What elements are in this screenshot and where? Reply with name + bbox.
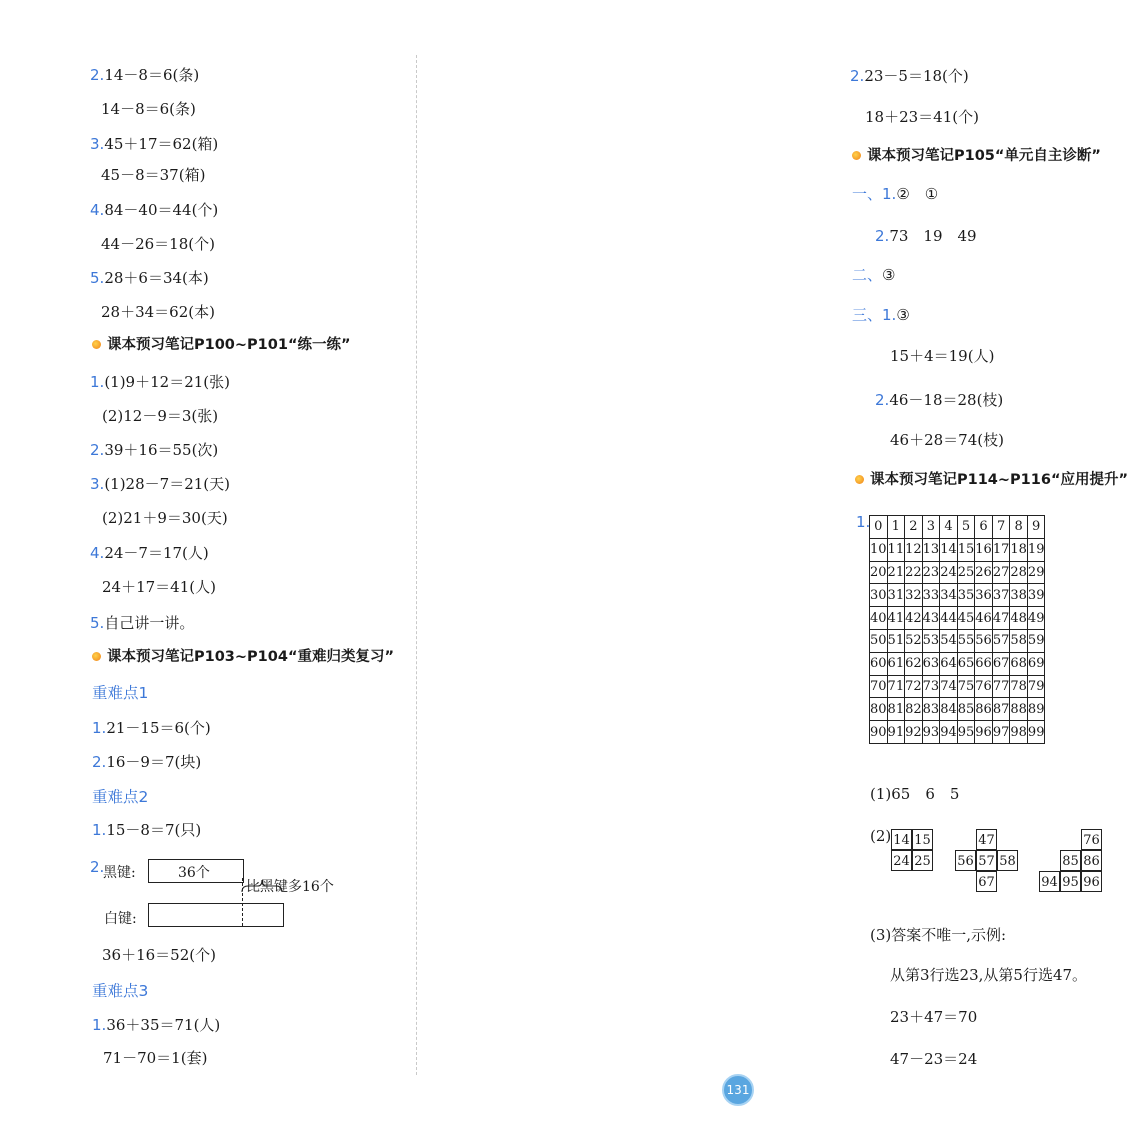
answer-line (92, 718, 211, 738)
answer-line (890, 430, 1004, 450)
answer-text: 21－15＝6(个) (106, 719, 211, 737)
answer-text: (2)12－9＝3(张) (102, 407, 219, 425)
column-divider (416, 55, 417, 1075)
answer-line (101, 234, 215, 254)
grid-cell: 23 (922, 561, 940, 584)
item-number: 1. (92, 719, 107, 737)
grid-cell: 90 (870, 721, 888, 744)
subheading-1: 重难点1 (92, 684, 149, 702)
item-number: 4. (90, 544, 105, 562)
answer-line: 47－23＝24 (890, 1050, 978, 1068)
answer-line (90, 268, 209, 288)
grid-cell: 2 (905, 516, 923, 539)
item-number: 一、1. (852, 185, 897, 203)
grid-cell: 17 (992, 538, 1010, 561)
answer-text: 14－8＝6(条) (104, 66, 200, 84)
answer-line (102, 577, 216, 597)
white-key-bar (148, 903, 284, 927)
grid-cell: 74 (940, 675, 958, 698)
item-number: 2. (90, 441, 105, 459)
grid-cell: 9 (1027, 516, 1045, 539)
grid-cell: 54 (940, 629, 958, 652)
answer-text: 36＋35＝71(人) (106, 1016, 221, 1034)
grid-cell: 82 (905, 698, 923, 721)
grid-cell: 58 (1010, 629, 1028, 652)
grid-cell: 94 (940, 721, 958, 744)
grid-cell: 96 (975, 721, 993, 744)
answer-text: 16－9＝7(块) (106, 753, 202, 771)
answer-line (90, 134, 218, 154)
answer-text: 45－8＝37(箱) (101, 166, 206, 184)
grid-cell: 72 (905, 675, 923, 698)
answer-text: 71－70＝1(套) (103, 1049, 208, 1067)
answer-line (90, 613, 194, 633)
grid-cell: 44 (940, 607, 958, 630)
answer-line: 23＋47＝70 (890, 1008, 978, 1026)
grid-row (870, 652, 1045, 675)
grid-cell: 27 (992, 561, 1010, 584)
grid-cell: 71 (887, 675, 905, 698)
grid-cell: 46 (975, 607, 993, 630)
item-number: 5. (90, 614, 105, 632)
item-number: 2. (92, 753, 107, 771)
grid-cell: 11 (887, 538, 905, 561)
grid-cell: 86 (975, 698, 993, 721)
grid-cell: 25 (957, 561, 975, 584)
white-key-label: 白键: (104, 911, 137, 927)
answer-line (875, 226, 977, 246)
shape-cell: 85 (1060, 850, 1081, 871)
grid-row (870, 584, 1045, 607)
item-number: 1. (92, 1016, 107, 1034)
grid-cell: 55 (957, 629, 975, 652)
answer-line (850, 66, 969, 86)
grid-cell: 0 (870, 516, 888, 539)
bullet-dot-icon (852, 151, 861, 160)
grid-cell: 34 (940, 584, 958, 607)
grid-cell: 52 (905, 629, 923, 652)
grid-cell: 10 (870, 538, 888, 561)
item-number: 5. (90, 269, 105, 287)
answer-text: 15＋4＝19(人) (890, 347, 995, 365)
grid-cell: 51 (887, 629, 905, 652)
grid-cell: 47 (992, 607, 1010, 630)
grid-cell: 41 (887, 607, 905, 630)
grid-cell: 57 (992, 629, 1010, 652)
answer-text: 39＋16＝55(次) (104, 441, 219, 459)
grid-cell: 35 (957, 584, 975, 607)
grid-cell: 37 (992, 584, 1010, 607)
grid-cell: 67 (992, 652, 1010, 675)
grid-number: 1. (856, 513, 871, 531)
answer-line (90, 440, 218, 460)
answer-text: (1)9＋12＝21(张) (104, 373, 230, 391)
answer-line: (1)65 6 5 (870, 785, 960, 803)
grid-cell: 61 (887, 652, 905, 675)
answer-line (90, 65, 199, 85)
answer-text: 24＋17＝41(人) (102, 578, 216, 596)
grid-cell: 40 (870, 607, 888, 630)
extra-label: 比黑键多16个 (246, 879, 334, 895)
grid-cell: 76 (975, 675, 993, 698)
section-heading-2: 课本预习笔记P103~P104“重难归类复习” (92, 647, 394, 667)
black-key-label: 黑键: (103, 865, 136, 881)
item-number: 2. (875, 391, 890, 409)
section-heading-3: 课本预习笔记P105“单元自主诊断” (852, 146, 1101, 166)
grid-cell: 31 (887, 584, 905, 607)
grid-cell: 50 (870, 629, 888, 652)
bullet-dot-icon (92, 340, 101, 349)
grid-cell: 93 (922, 721, 940, 744)
answer-line (102, 508, 228, 528)
diagram-number: 2. (90, 858, 105, 876)
grid-cell: 73 (922, 675, 940, 698)
answer-line: 从第3行选23,从第5行选47。 (890, 966, 1088, 984)
shape-cell: 76 (1081, 829, 1102, 850)
answer-text: 24－7＝17(人) (104, 544, 209, 562)
grid-cell: 77 (992, 675, 1010, 698)
grid-cell: 97 (992, 721, 1010, 744)
answer-line (90, 200, 218, 220)
answer-line (890, 346, 994, 366)
grid-cell: 5 (957, 516, 975, 539)
answer-text: ② ① (896, 185, 939, 203)
grid-cell: 85 (957, 698, 975, 721)
grid-cell: 3 (922, 516, 940, 539)
grid-cell: 88 (1010, 698, 1028, 721)
grid-row (870, 516, 1045, 539)
shape-cell: 95 (1060, 871, 1081, 892)
grid-cell: 19 (1027, 538, 1045, 561)
black-key-value: 36个 (178, 865, 210, 881)
answer-text: 28＋6＝34(本) (104, 269, 209, 287)
shape-cell: 96 (1081, 871, 1102, 892)
answer-line (101, 302, 215, 322)
answer-text: 自己讲一讲。 (104, 614, 195, 632)
grid-cell: 49 (1027, 607, 1045, 630)
grid-cell: 1 (887, 516, 905, 539)
answer-text: 44－26＝18(个) (101, 235, 215, 253)
answer-text: 45＋17＝62(箱) (104, 135, 219, 153)
shape-cell: 25 (912, 850, 933, 871)
grid-row (870, 629, 1045, 652)
grid-cell: 75 (957, 675, 975, 698)
answer-text: 18＋23＝41(个) (865, 108, 979, 126)
shape-cell: 14 (891, 829, 912, 850)
grid-cell: 64 (940, 652, 958, 675)
grid-cell: 38 (1010, 584, 1028, 607)
answer-text: 46－18＝28(枝) (889, 391, 1004, 409)
grid-cell: 68 (1010, 652, 1028, 675)
grid-cell: 91 (887, 721, 905, 744)
grid-cell: 60 (870, 652, 888, 675)
grid-cell: 29 (1027, 561, 1045, 584)
item-number: 二、 (852, 266, 883, 284)
grid-cell: 92 (905, 721, 923, 744)
shape-cell: 86 (1081, 850, 1102, 871)
grid-cell: 53 (922, 629, 940, 652)
answer-line (90, 372, 230, 392)
grid-cell: 70 (870, 675, 888, 698)
grid-row (870, 721, 1045, 744)
grid-row (870, 607, 1045, 630)
answer-line (103, 1048, 207, 1068)
grid-cell: 6 (975, 516, 993, 539)
grid-cell: 18 (1010, 538, 1028, 561)
grid-cell: 81 (887, 698, 905, 721)
answer-line (101, 99, 196, 119)
item-number: 1. (90, 373, 105, 391)
answer-text: 46＋28＝74(枝) (890, 431, 1004, 449)
answer-line (852, 305, 910, 325)
item-number: 2. (90, 66, 105, 84)
item-number: 2. (850, 67, 865, 85)
grid-cell: 16 (975, 538, 993, 561)
shape-cell: 67 (976, 871, 997, 892)
answer-text: 23－5＝18(个) (864, 67, 969, 85)
bullet-dot-icon (92, 652, 101, 661)
shape-cell: 24 (891, 850, 912, 871)
answer-line (90, 474, 230, 494)
grid-cell: 66 (975, 652, 993, 675)
shape-cell: 58 (997, 850, 1018, 871)
item-number: 三、1. (852, 306, 897, 324)
grid-cell: 63 (922, 652, 940, 675)
grid-cell: 12 (905, 538, 923, 561)
answer-line (102, 406, 218, 426)
grid-cell: 15 (957, 538, 975, 561)
grid-cell: 83 (922, 698, 940, 721)
grid-cell: 28 (1010, 561, 1028, 584)
answer-line (92, 1015, 220, 1035)
grid-cell: 8 (1010, 516, 1028, 539)
answer-line: (2) (870, 827, 892, 845)
grid-cell: 48 (1010, 607, 1028, 630)
subheading-3: 重难点3 (92, 982, 149, 1000)
grid-cell: 20 (870, 561, 888, 584)
grid-cell: 24 (940, 561, 958, 584)
answer-text: 28＋34＝62(本) (101, 303, 215, 321)
answer-text: ③ (896, 306, 910, 324)
answer-line (92, 752, 201, 772)
grid-cell: 4 (940, 516, 958, 539)
grid-cell: 99 (1027, 721, 1045, 744)
item-number: 3. (90, 475, 105, 493)
grid-cell: 95 (957, 721, 975, 744)
grid-cell: 13 (922, 538, 940, 561)
grid-cell: 30 (870, 584, 888, 607)
answer-line: (3)答案不唯一,示例: (870, 926, 1007, 944)
answer-text: (2)21＋9＝30(天) (102, 509, 228, 527)
answer-text: 73 19 49 (889, 227, 977, 245)
section-heading-1: 课本预习笔记P100~P101“练一练” (92, 335, 351, 355)
grid-cell: 22 (905, 561, 923, 584)
item-number: 2. (875, 227, 890, 245)
grid-cell: 98 (1010, 721, 1028, 744)
answer-text: 14－8＝6(条) (101, 100, 196, 118)
section-heading-4: 课本预习笔记P114~P116“应用提升” (855, 470, 1128, 490)
grid-row (870, 698, 1045, 721)
grid-cell: 79 (1027, 675, 1045, 698)
grid-cell: 59 (1027, 629, 1045, 652)
shape-cell: 57 (976, 850, 997, 871)
grid-cell: 65 (957, 652, 975, 675)
shape-cell: 15 (912, 829, 933, 850)
answer-text: 84－40＝44(个) (104, 201, 219, 219)
grid-row (870, 538, 1045, 561)
grid-cell: 69 (1027, 652, 1045, 675)
answer-line: 1.15－8＝7(只) (92, 821, 202, 839)
grid-cell: 80 (870, 698, 888, 721)
hundred-chart (869, 515, 1045, 744)
shape-cell: 47 (976, 829, 997, 850)
grid-cell: 36 (975, 584, 993, 607)
answer-line (852, 265, 895, 285)
grid-row (870, 675, 1045, 698)
answer-line: 36＋16＝52(个) (102, 946, 216, 964)
answer-text: ③ (882, 266, 896, 284)
grid-cell: 14 (940, 538, 958, 561)
grid-cell: 87 (992, 698, 1010, 721)
answer-line (101, 165, 205, 185)
answer-line (865, 107, 979, 127)
item-number: 4. (90, 201, 105, 219)
page-number-badge: 131 (722, 1074, 754, 1106)
bullet-dot-icon (855, 475, 864, 484)
subheading-2: 重难点2 (92, 788, 149, 806)
grid-cell: 33 (922, 584, 940, 607)
answer-text: (1)28－7＝21(天) (104, 475, 230, 493)
grid-cell: 39 (1027, 584, 1045, 607)
grid-row (870, 561, 1045, 584)
grid-cell: 84 (940, 698, 958, 721)
grid-cell: 7 (992, 516, 1010, 539)
answer-line (875, 390, 1003, 410)
grid-cell: 45 (957, 607, 975, 630)
answer-line (90, 543, 209, 563)
shape-cell: 56 (955, 850, 976, 871)
item-number: 3. (90, 135, 105, 153)
shape-cell: 94 (1039, 871, 1060, 892)
answer-line (852, 184, 938, 204)
grid-cell: 26 (975, 561, 993, 584)
grid-cell: 89 (1027, 698, 1045, 721)
grid-cell: 43 (922, 607, 940, 630)
grid-cell: 32 (905, 584, 923, 607)
grid-cell: 62 (905, 652, 923, 675)
grid-cell: 78 (1010, 675, 1028, 698)
grid-cell: 56 (975, 629, 993, 652)
grid-cell: 42 (905, 607, 923, 630)
grid-cell: 21 (887, 561, 905, 584)
